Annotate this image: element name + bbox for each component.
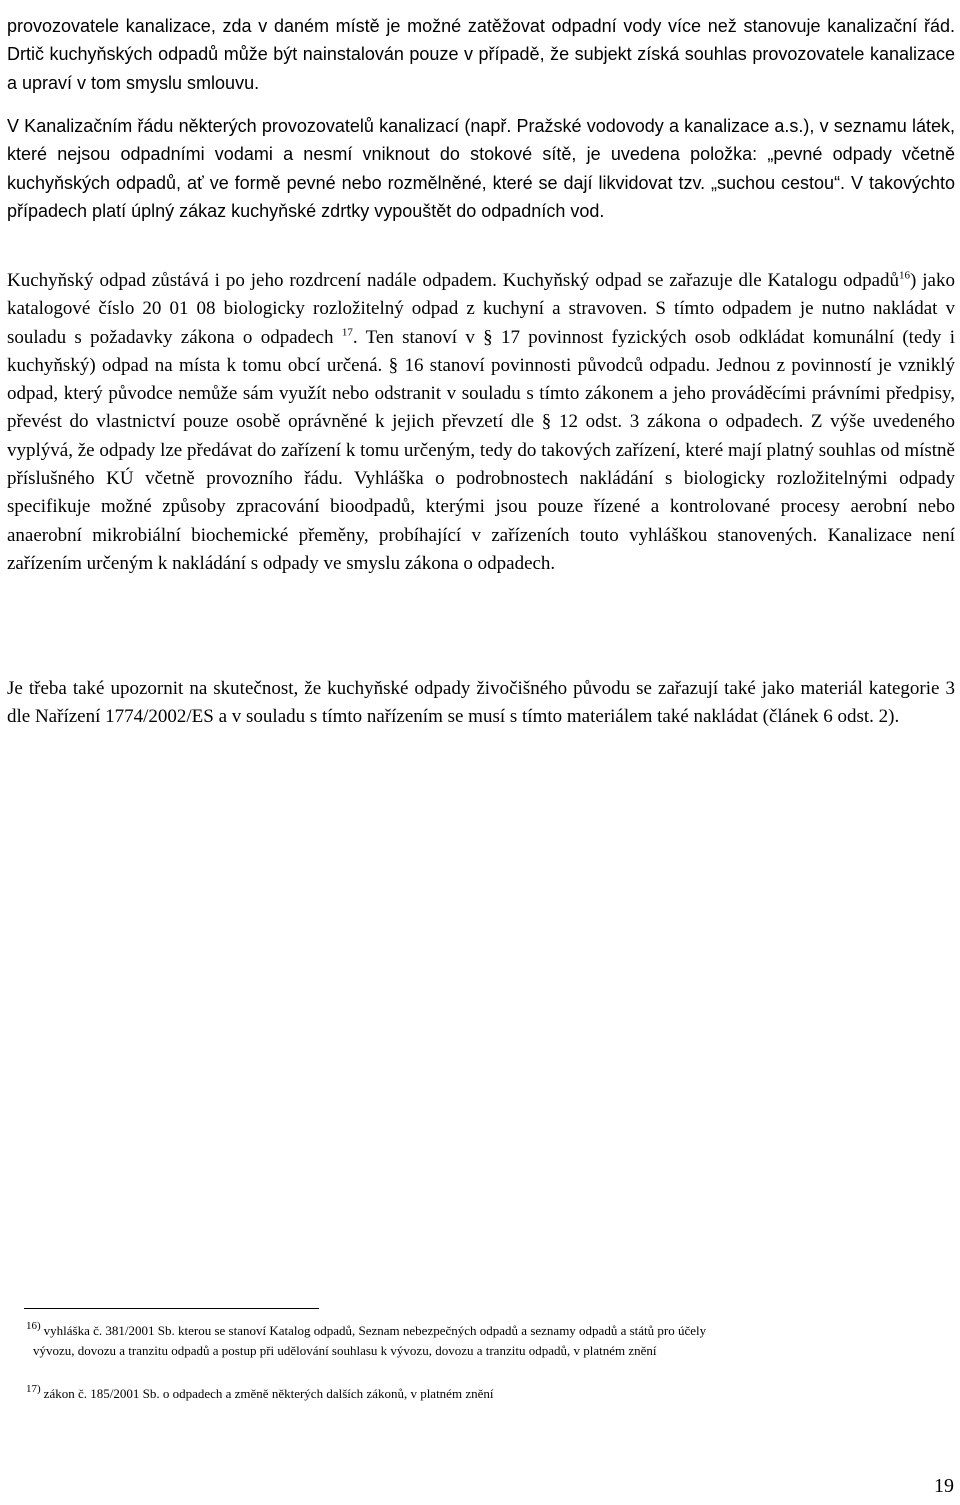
paragraph-kanalizacni-rad: V Kanalizačním řádu některých provozovatelů kanalizací (např. Pražské vodovody a kanalizace a.s.), v seznamu látek, které nejsou odpadními vodami a nesmí vniknout do stokové sítě, je uvedena položka: „pevné odpady včetně kuchyňských odpadů, ať ve formě pevné nebo rozmělněné, které se dají likvidovat tzv. „suchou cestou“. V takovýchto případech platí úplný zákaz kuchyňské zdrtky vypouštět do odpadních vod.	[7, 116, 955, 221]
paragraph-text-part: ) jako katalogové číslo 20 01 08 biologicky rozložitelný odpad z kuchyní a stravoven. S tímto odpadem je nutno nakládat v souladu s požadavky zákona o odpadech	[7, 270, 955, 348]
footnote-separator	[24, 1308, 319, 1309]
paragraph-kuchynsky-odpad	[7, 267, 955, 578]
footnote-text: vyhláška č. 381/2001 Sb. kterou se stanoví Katalog odpadů, Seznam nebezpečných odpadů a seznamy odpadů a států pro účely vývozu, dovozu a tranzitu odpadů a postup při udělování souhlasu k vývozu, dovozu a tranzitu odpadů, v platném znění	[33, 1323, 707, 1358]
footnote-ref-17: 17	[341, 326, 353, 339]
paragraph-text-part: Kuchyňský odpad zůstává i po jeho rozdrcení nadále odpadem. Kuchyňský odpad se zařazuje dle Katalogu odpadů	[7, 270, 900, 291]
paragraph-material-kategorie-3: Je třeba také upozornit na skutečnost, že kuchyňské odpady živočišného původu se zařazují také jako materiál kategorie 3 dle Nařízení 1774/2002/ES a v souladu s tímto nařízením se musí s tímto materiálem také nakládat (článek 6 odst. 2).	[7, 678, 955, 728]
footnote-17	[28, 1384, 743, 1404]
paragraph-text-part: . Ten stanoví v § 17 povinnost fyzických osob odkládat komunální (tedy i kuchyňský) odpad na místa k tomu obcí určená. § 16 stanoví povinnosti původců odpadu. Jednou z povinností je vzniklý odpad, který původce nemůže sám využít nebo odstranit v souladu s tímto zákonem a jeho prováděcími právními předpisy, převést do vlastnictví pouze osobě oprávněné k jejich převzetí dle § 12 odst. 3 zákona o odpadech. Z výše uvedeného vyplývá, že odpady lze předávat do zařízení k tomu určeným, tedy do takových zařízení, které mají platný souhlas od místně příslušného KÚ včetně provozního řádu. Vyhláška o podrobnostech nakládání s biologicky rozložitelnými odpady specifikuje možné způsoby zpracování bioodpadů, kterými jsou pouze řízené a kontrolované procesy aerobní nebo anaerobní mikrobiální biochemické přeměny, probíhající v zařízeních touto vyhláškou stanovených. Kanalizace není zařízením určeným k nakládání s odpady ve smyslu zákona o odpadech.	[7, 326, 955, 574]
footnote-text: zákon č. 185/2001 Sb. o odpadech a změně některých dalších zákonů, v platném znění	[43, 1386, 494, 1401]
footnote-mark: 16)	[26, 1320, 41, 1332]
footnote-ref-16: 16	[899, 269, 911, 282]
footnote-mark: 17)	[26, 1383, 41, 1395]
footnote-16	[28, 1321, 743, 1361]
page-number: 19	[934, 1475, 954, 1497]
paragraph-drtic: provozovatele kanalizace, zda v daném místě je možné zatěžovat odpadní vody více než stanovuje kanalizační řád. Drtič kuchyňských odpadů může být nainstalován pouze v případě, že subjekt získá souhlas provozovatele kanalizace a upraví v tom smyslu smlouvu.	[7, 16, 955, 93]
